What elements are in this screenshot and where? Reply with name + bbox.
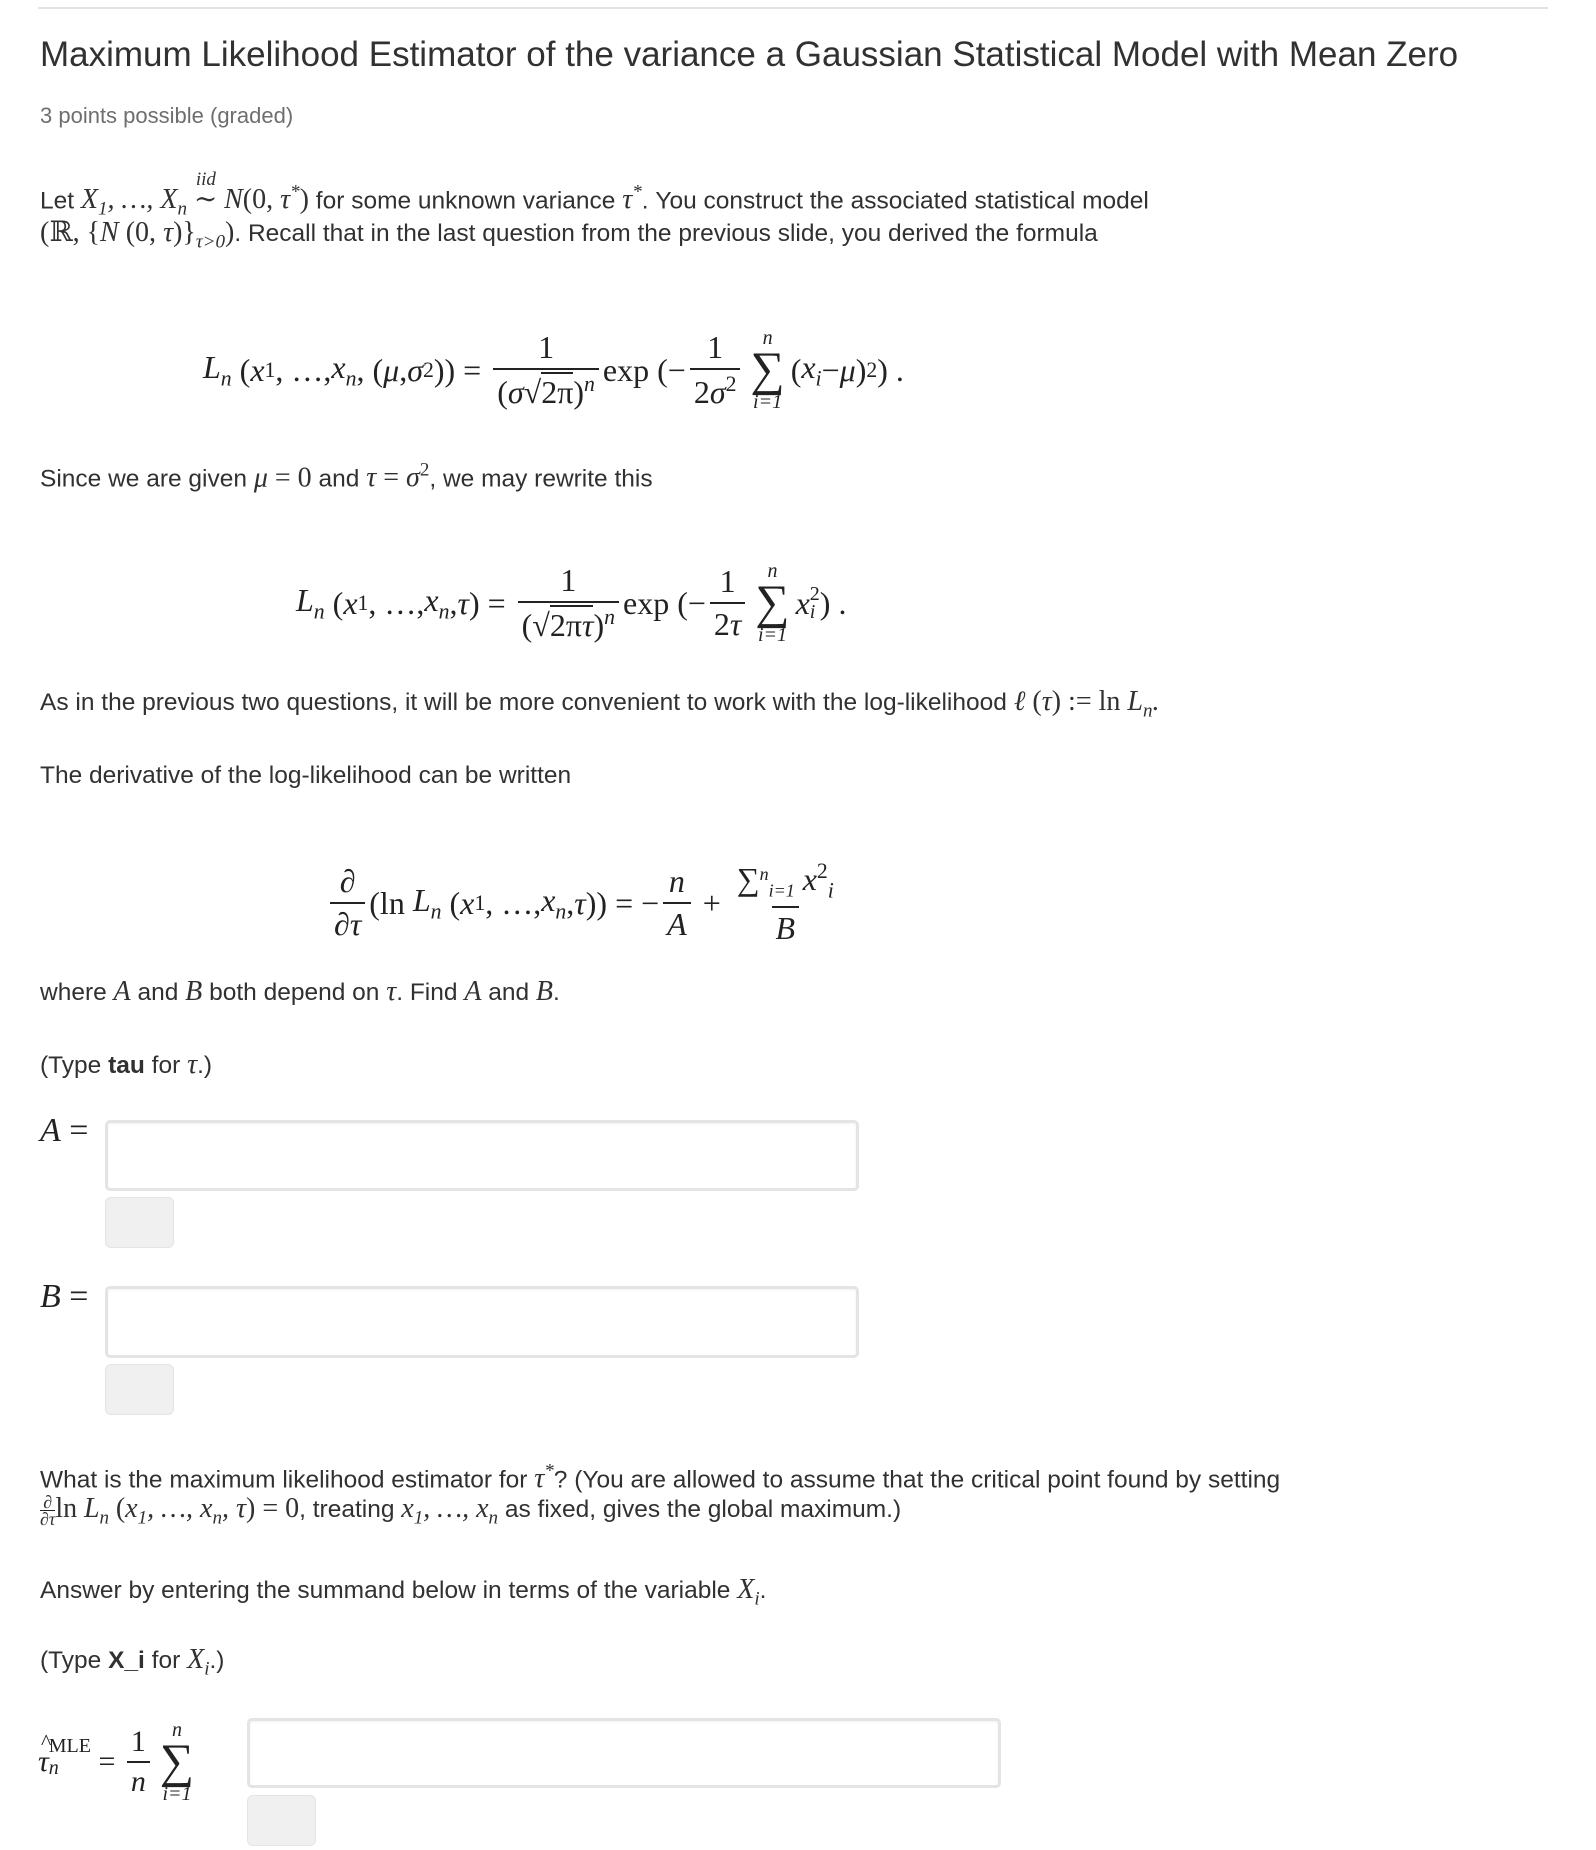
label-A: A = — [40, 1112, 89, 1149]
problem-title: Maximum Likelihood Estimator of the variance a Gaussian Statistical Model with Mean Zero — [40, 35, 1459, 74]
since-line: Since we are given μ = 0 and $\tau = \sigma^2$, we may rewrite this — [40, 460, 653, 494]
answer-instruction: Answer by entering the summand below in terms of the variable $X_i$. — [40, 1574, 767, 1610]
answer-A-status-indicator — [105, 1197, 174, 1248]
loglik-line: As in the previous two questions, it will be more convenient to work with the log-likelihood ℓ (τ) := $\ln L_n$. — [40, 686, 1160, 722]
label-B: B = — [40, 1278, 89, 1315]
mle-status-indicator — [247, 1795, 316, 1846]
math-loglik-def: ℓ (τ) := $\ln L_n$. — [1013, 686, 1160, 722]
math-normal-0-tau-star: N(0, τ*) — [224, 182, 309, 216]
where-line: where A and B both depend on τ. Find A and B. — [40, 976, 560, 1007]
mle-summand-input[interactable] — [247, 1718, 1001, 1788]
type-tau-hint: (Type tau for τ.) — [40, 1049, 213, 1080]
math-model: (ℝ, {N (0, $\tau)\}_{\tau>0}$) — [40, 217, 235, 253]
formula-likelihood-tau: $L_n$ ( x 1 , …, $x_n$ , τ ) = $\frac{1}{(√2\pi\tau)^n}$ exp (− $\frac{1}{2\tau}$ n ∑ i=1 x 2 i ) . — [296, 560, 847, 646]
derivative-intro: The derivative of the log-likelihood can be written — [40, 762, 572, 789]
math-iid-tilde: iid ∼ — [193, 169, 218, 216]
mle-question-line-1: What is the maximum likelihood estimator for τ*? (You are allowed to assume that the critical point found by setting — [40, 1461, 1281, 1495]
formula-likelihood-general: $L_n$ ( x 1 , …, $x_n$ , ( μ , σ 2 )) = $\frac{1}{(\sigma√2\pi)^n}$ exp (− $\frac{1}{2\sigma^2}$ n ∑ i=1 ( $x_i$ − μ ) 2 ) . — [203, 327, 904, 413]
intro-line-1: Let $X_1$, …, $X_n$ iid ∼ N(0, τ*) for some unknown variance τ*. You construct the associated statistical model — [40, 169, 1149, 221]
top-divider — [38, 7, 1548, 9]
type-xi-hint: (Type X_i for $X_i$.) — [40, 1644, 225, 1680]
mle-question-line-2: ∂ ∂τ $\ln L_n$ ($x_1$, …, $x_n$, τ) = 0, treating $x_1$, …, $x_n$ as fixed, gives the global maximum.) — [40, 1492, 902, 1530]
math-mu-eq-0: μ = 0 — [253, 462, 312, 494]
mle-formula-label: τ ^ MLE n = $\frac{1}{n}$ n ∑ i=1 — [38, 1719, 195, 1805]
intro-line-2: (ℝ, {N (0, $\tau)\}_{\tau>0}$). Recall that in the last question from the previous slide, you derived the formula — [40, 217, 1098, 253]
formula-derivative: $\frac{\partial}{\partial\tau}$ (ln $L_n$ ( x 1 , …, $x_n$ , τ )) = − $\frac{n}{A}$ + $\frac{\sum^n_{i=1} x^2_i}{B}$ — [326, 855, 842, 951]
answer-B-input[interactable] — [105, 1286, 859, 1358]
math-x1-xn: $X_1$, …, $X_n$ — [80, 184, 188, 221]
points-possible: 3 points possible (graded) — [40, 103, 294, 128]
math-tau-star: τ* — [622, 182, 642, 216]
answer-A-input[interactable] — [105, 1120, 859, 1191]
answer-B-status-indicator — [105, 1364, 174, 1415]
math-tau-eq-sigma2: $\tau = \sigma^2$ — [366, 460, 430, 494]
